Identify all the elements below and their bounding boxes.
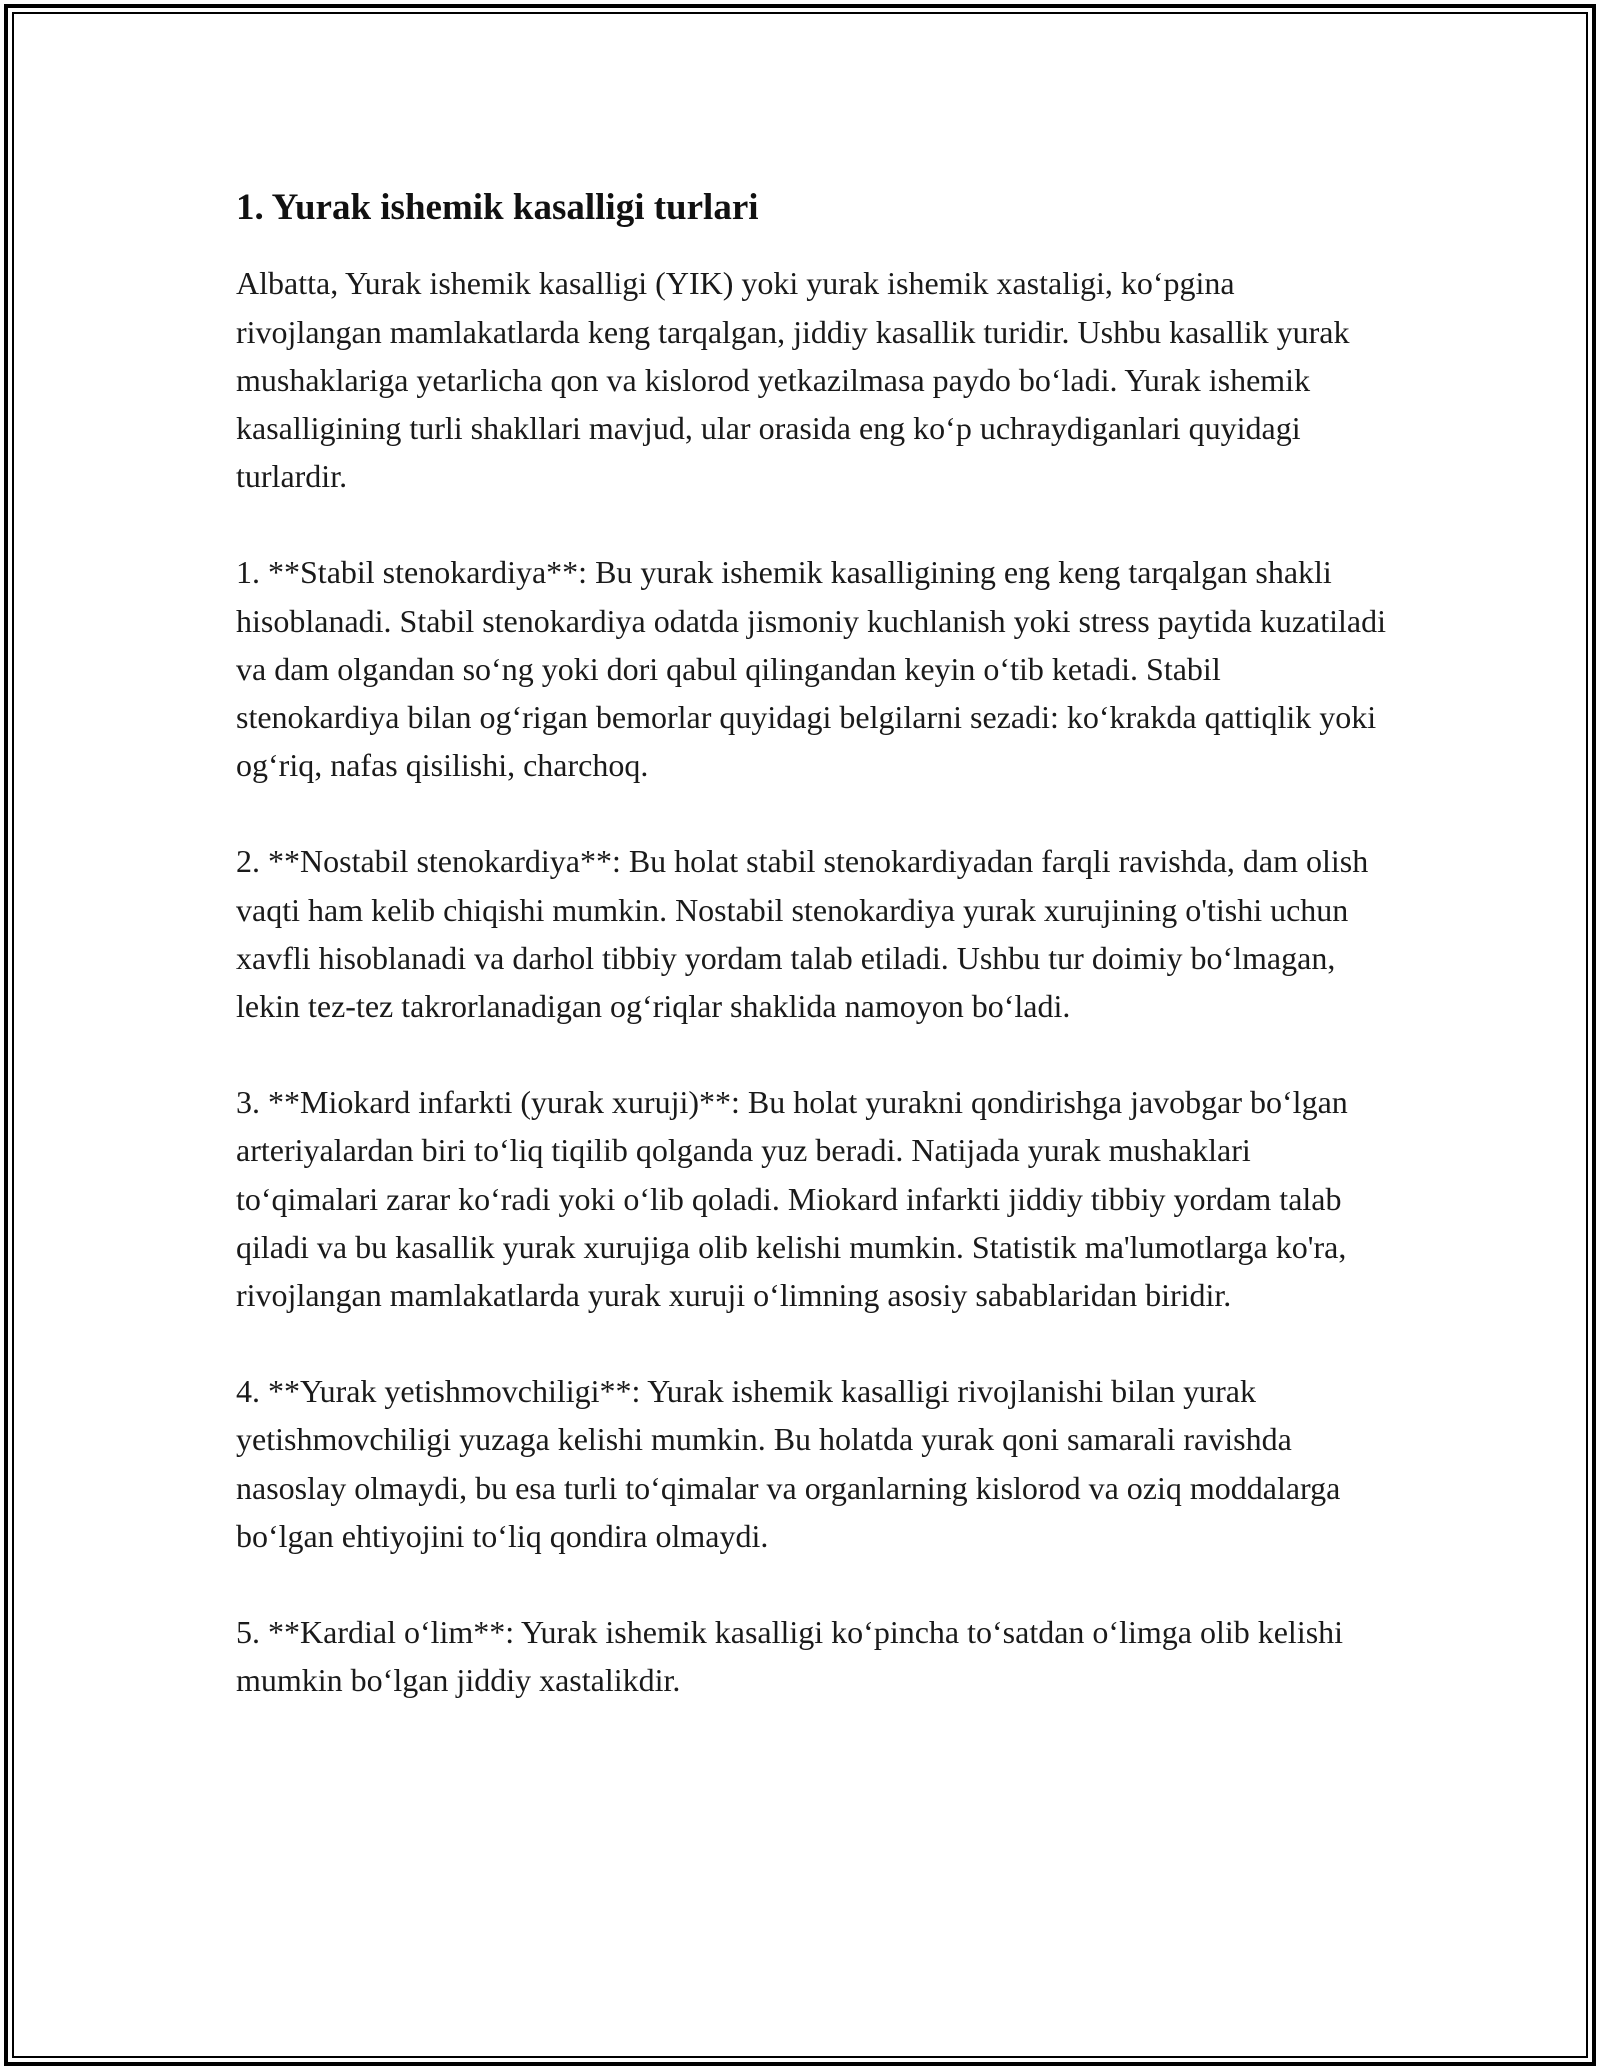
list-item-unstable-angina: 2. **Nostabil stenokardiya**: Bu holat stabil stenokardiyadan farqli ravishda, dam olish vaqti ham kelib chiqishi mumkin. Nostabil stenokardiya yurak xurujining o'tishi uchun xavfli hisoblanadi va darhol tibbiy yordam talab etiladi. Ushbu tur doimiy bo‘lmagan, lekin tez-tez takrorlanadigan og‘riqlar shaklida namoyon bo‘ladi. — [236, 843, 1369, 1025]
document-title: 1. Yurak ishemik kasalligi turlari — [236, 187, 759, 228]
list-item-cardiac-death: 5. **Kardial o‘lim**: Yurak ishemik kasalligi ko‘pincha to‘satdan o‘limga olib kelishi mumkin bo‘lgan jiddiy xastalikdir. — [236, 1614, 1344, 1699]
list-item-myocardial-infarction: 3. **Miokard infarkti (yurak xuruji)**: Bu holat yurakni qondirishga javobgar bo‘lgan arteriyalardan biri to‘liq tiqilib qolganda yuz beradi. Natijada yurak mushaklari to‘qimalari zarar ko‘radi yoki o‘lib qoladi. Miokard infarkti jiddiy tibbiy yordam talab qiladi va bu kasallik yurak xurujiga olib kelishi mumkin. Statistik ma'lumotlarga ko'ra, rivojlangan mamlakatlarda yurak xuruji o‘limning asosiy sabablaridan biridir. — [236, 1084, 1348, 1314]
list-item-heart-failure: 4. **Yurak yetishmovchiligi**: Yurak ishemik kasalligi rivojlanishi bilan yurak yetishmovchiligi yuzaga kelishi mumkin. Bu holatda yurak qoni samarali ravishda nasoslay olmaydi, bu esa turli to‘qimalar va organlarning kislorod va oziq moddalarga bo‘lgan ehtiyojini to‘liq qondira olmaydi. — [236, 1373, 1341, 1554]
intro-paragraph: Albatta, Yurak ishemik kasalligi (YIK) yoki yurak ishemik xastaligi, ko‘pgina rivojlangan mamlakatlarda keng tarqalgan, jiddiy kasallik turidir. Ushbu kasallik yurak mushaklariga yetarlicha qon va kislorod yetkazilmasa paydo bo‘ladi. Yurak ishemik kasalligining turli shakllari mavjud, ular orasida eng ko‘p uchraydiganlari quyidagi turlardir. — [236, 265, 1350, 495]
list-item-stable-angina: 1. **Stabil stenokardiya**: Bu yurak ishemik kasalligining eng keng tarqalgan shakli hisoblanadi. Stabil stenokardiya odatda jismoniy kuchlanish yoki stress paytida kuzatiladi va dam olgandan so‘ng yoki dori qabul qilingandan keyin o‘tib ketadi. Stabil stenokardiya bilan og‘rigan bemorlar quyidagi belgilarni sezadi: ko‘krakda qattiqlik yoki og‘riq, nafas qisilishi, charchoq. — [236, 554, 1387, 784]
document-body — [236, 186, 1386, 1704]
